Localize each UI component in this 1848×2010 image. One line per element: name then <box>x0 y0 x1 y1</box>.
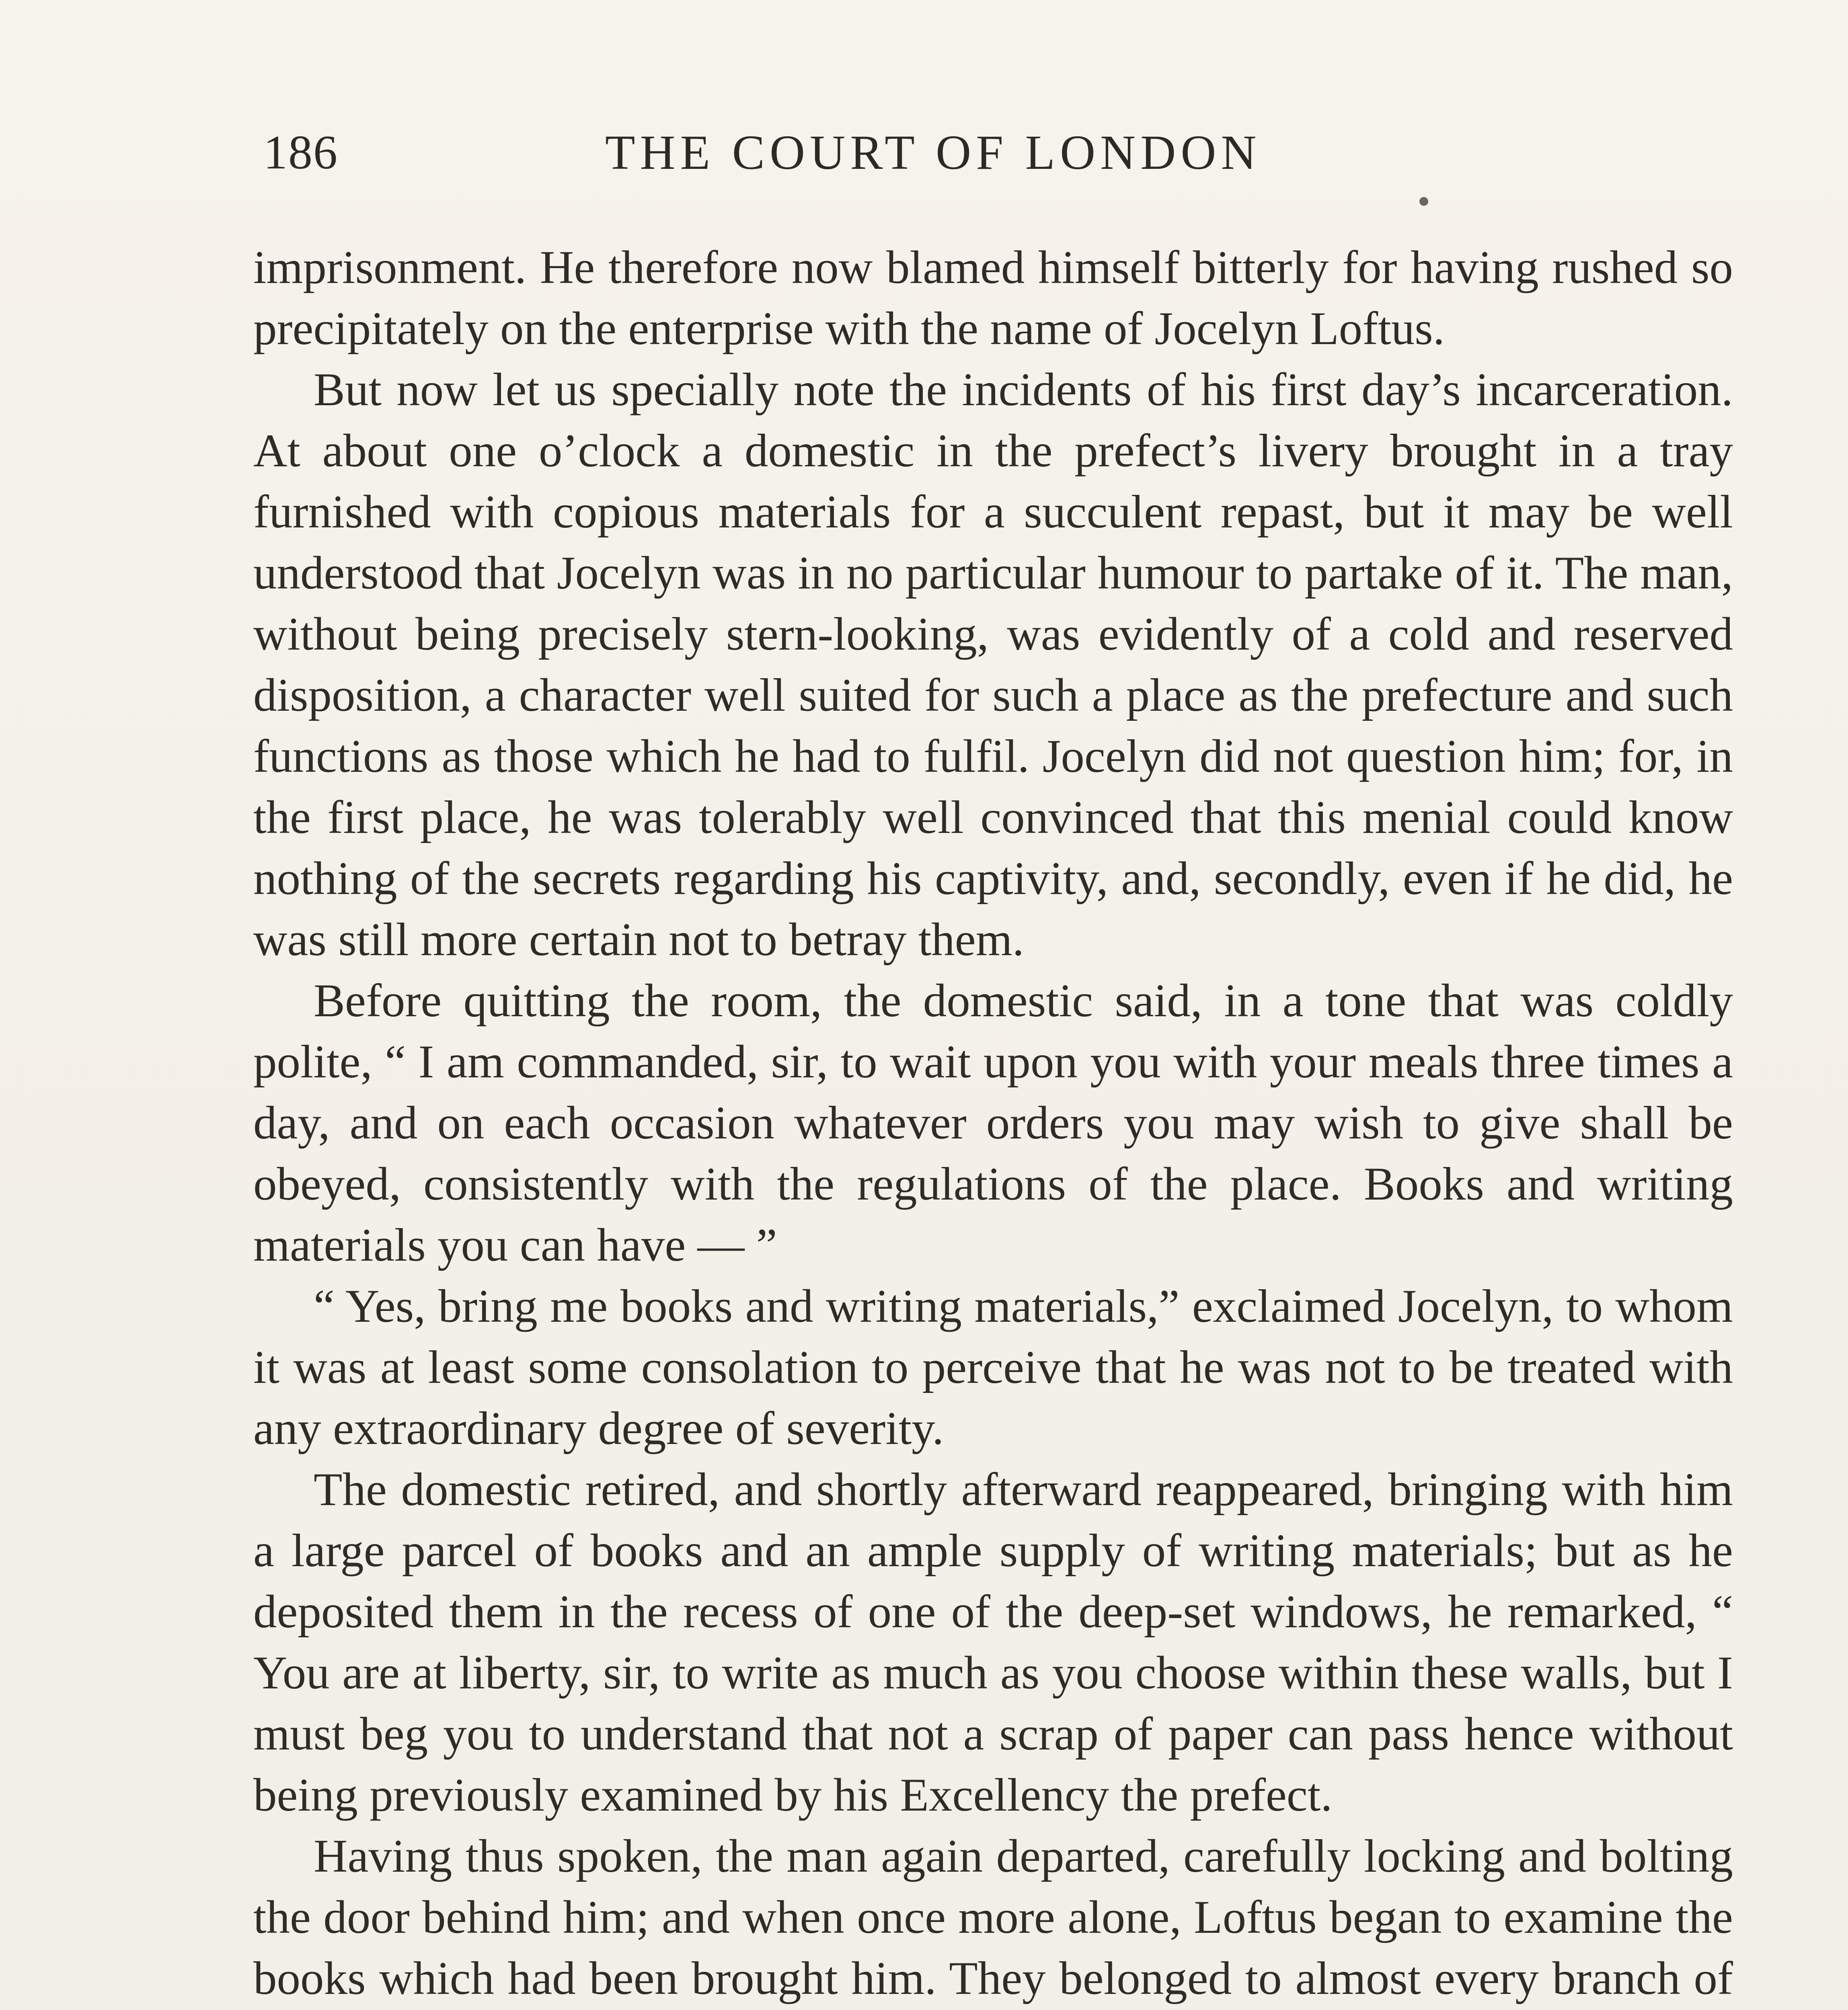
paragraph-1: imprisonment. He therefore now blamed himself bitterly for having rushed so precipitately on the enterprise with the name of Jocelyn Loftus. <box>253 242 1733 355</box>
paragraph-4: “ Yes, bring me books and writing materials,” exclaimed Jocelyn, to whom it was at least some consolation to perceive that he was not to be treated with any extraordinary degree of severity. <box>253 1280 1733 1454</box>
ink-speck <box>1419 197 1428 206</box>
page-number: 186 <box>263 125 338 179</box>
paragraph-2: But now let us specially note the incidents of his first day’s incarceration. At about one o’clock a domestic in the prefect’s livery brought in a tray furnished with copious materials for a succulent repast, but it may be well understood that Jocelyn was in no particular humour to partake of it. The man, without being precisely stern-looking, was evidently of a cold and reserved disposition, a character well suited for such a place as the prefecture and such functions as those which he had to fulfil. Jocelyn did not question him; for, in the first place, he was tolerably well convinced that this menial could know nothing of the secrets regarding his captivity, and, secondly, even if he did, he was still more certain not to betray them. <box>253 364 1733 966</box>
body-text <box>253 237 1733 2010</box>
paragraph-5: The domestic retired, and shortly afterward reappeared, bringing with him a large parcel of books and an ample supply of writing materials; but as he deposited them in the recess of one of the deep-set windows, he remarked, “ You are at liberty, sir, to write as much as you choose within these walls, but I must beg you to understand that not a scrap of paper can pass hence without being previously examined by his Excellency the prefect. <box>253 1464 1733 1821</box>
running-title: THE COURT OF LONDON <box>605 125 1261 180</box>
paragraph-6: Having thus spoken, the man again departed, carefully locking and bolting the door behind him; and when once more alone, Loftus began to examine the books which had been brought him. They belonged to almost every branch of <box>253 1830 1733 2004</box>
page-header <box>255 117 1727 189</box>
paragraph-3: Before quitting the room, the domestic said, in a tone that was coldly polite, “ I am commanded, sir, to wait upon you with your meals three times a day, and on each occasion whatever orders you may wish to give shall be obeyed, consistently with the regulations of the place. Books and writing materials you can have — ” <box>253 975 1733 1271</box>
